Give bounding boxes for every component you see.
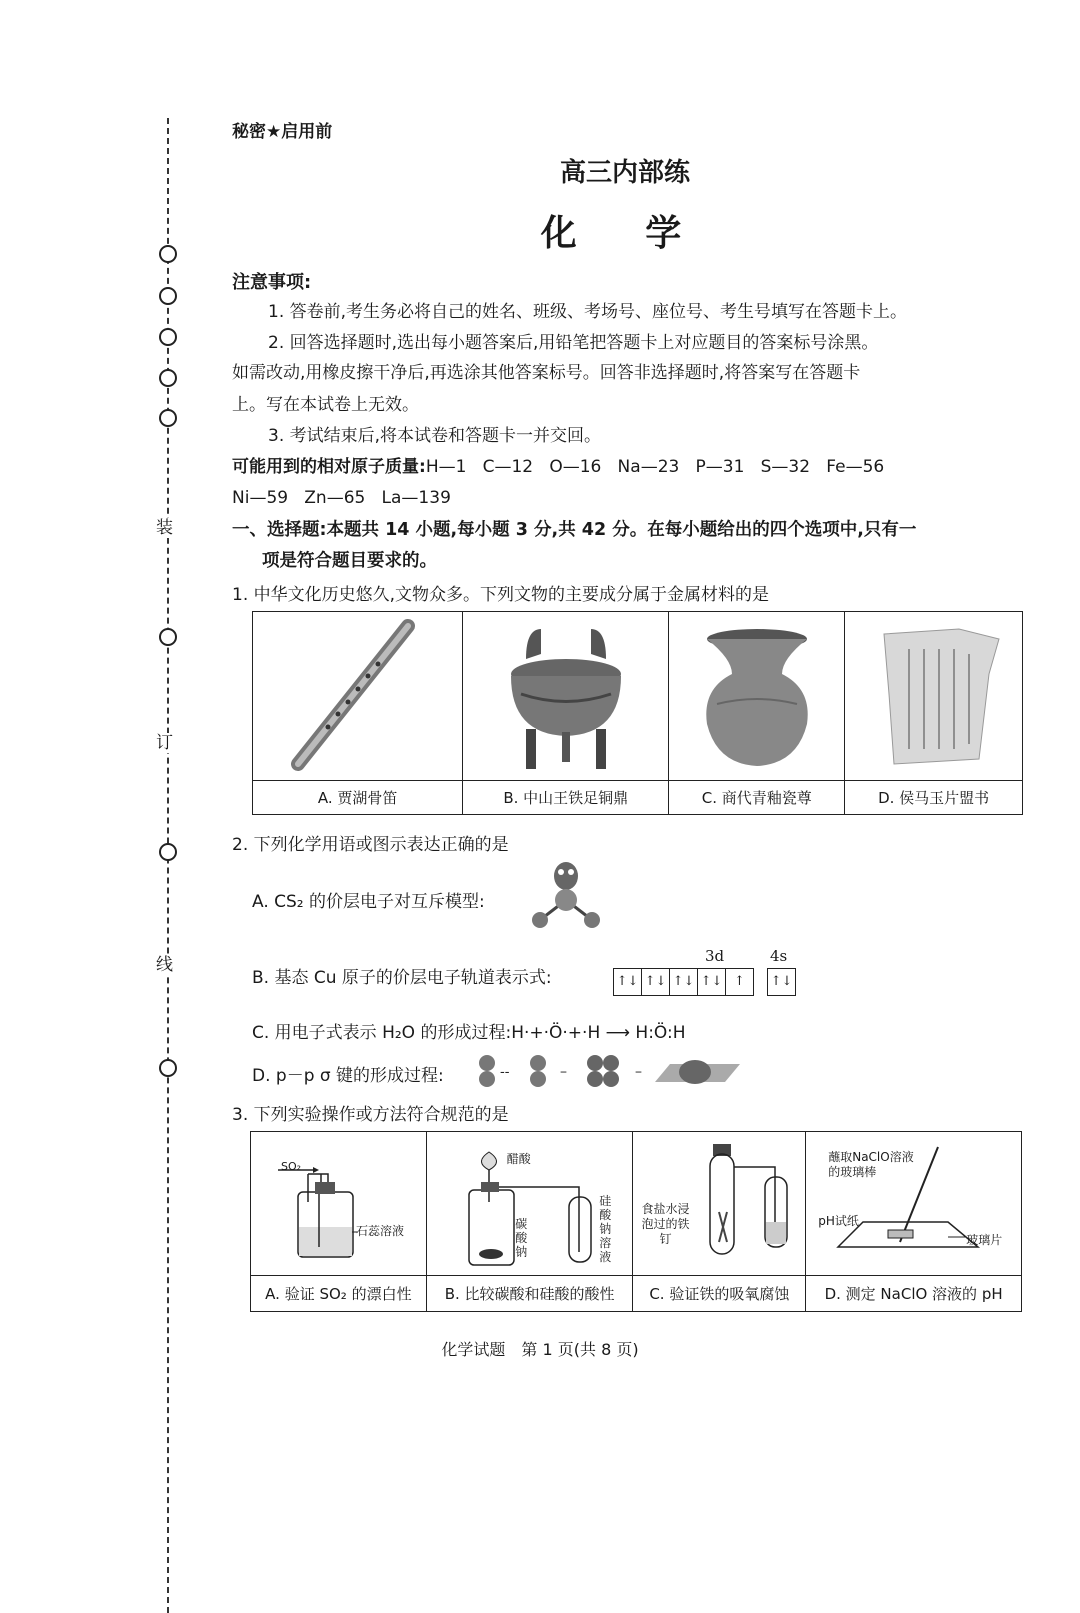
q2-option-b: B. 基态 Cu 原子的价层电子轨道表示式:: [252, 968, 552, 988]
q3-stem: 3. 下列实验操作或方法符合规范的是: [232, 1105, 509, 1125]
vsepr-model-image: [528, 860, 603, 935]
secret-mark: 秘密★启用前: [232, 122, 333, 142]
q3-image-c: [633, 1132, 806, 1276]
q3-image-a: [251, 1132, 427, 1276]
page-footer: 化学试题 第 1 页(共 8 页): [441, 1340, 639, 1359]
binding-hole: [159, 628, 177, 646]
so2-litmus-apparatus: [253, 1132, 423, 1272]
atomic-mass-values-2: Ni—59 Zn—65 La—139: [232, 488, 451, 508]
q3-table: [250, 1131, 1022, 1312]
so2-label: SO₂: [281, 1160, 302, 1173]
orbital-box: ↑↓: [698, 969, 726, 995]
binding-hole: [159, 1059, 177, 1077]
section1-heading-cont: 项是符合题目要求的。: [262, 551, 437, 571]
acetic-acid-label: 醋酸: [506, 1152, 531, 1166]
q1-option-b: B. 中山王铁足铜鼎: [463, 781, 669, 815]
q2-stem: 2. 下列化学用语或图示表达正确的是: [232, 835, 509, 855]
svg-text:–: –: [560, 1064, 567, 1080]
orbital-4s-label: 4s: [770, 947, 788, 965]
q3-image-b: [426, 1132, 633, 1276]
binding-hole: [159, 287, 177, 305]
q1-option-c: C. 商代青釉瓷尊: [669, 781, 845, 815]
orbital-box: ↑↓: [614, 969, 642, 995]
atomic-mass-values: H—1 C—12 O—16 Na—23 P—31 S—32 Fe—56: [425, 457, 885, 477]
q3-option-d: D. 测定 NaClO 溶液的 pH: [806, 1276, 1022, 1312]
notice-item-3: 3. 考试结束后,将本试卷和答题卡一并交回。: [268, 426, 602, 446]
q2-option-a: A. CS₂ 的价层电子对互斥模型:: [252, 892, 485, 912]
q3-option-b: B. 比较碳酸和硅酸的酸性: [426, 1276, 633, 1312]
glass-plate-label: 玻璃片: [966, 1233, 1003, 1247]
ph-paper-label: pH试纸: [818, 1214, 859, 1228]
glass-rod-label: 蘸取NaClO溶液的玻璃棒: [828, 1150, 914, 1179]
exam-title: 高三内部练: [559, 158, 690, 188]
binding-hole: [159, 328, 177, 346]
q1-image-a: [253, 612, 463, 781]
binding-char-ding: 订: [156, 733, 173, 753]
sodium-carbonate-label: 碳酸钠: [515, 1217, 528, 1259]
bone-flute-image: [258, 614, 458, 774]
orbital-box: ↑↓: [642, 969, 670, 995]
q1-image-d: [845, 612, 1023, 781]
q3-option-a: A. 验证 SO₂ 的漂白性: [251, 1276, 427, 1312]
binding-hole: [159, 369, 177, 387]
svg-text:–: –: [635, 1064, 642, 1080]
orbital-box: ↑: [734, 974, 745, 989]
orbital-4s-boxes: [767, 968, 796, 996]
orbital-3d-boxes: [613, 968, 754, 996]
binding-hole: [159, 409, 177, 427]
atomic-mass-line: [232, 451, 1027, 483]
orbital-3d-label: 3d: [705, 947, 725, 965]
orbital-box: ↑↓: [770, 974, 793, 989]
q3-option-c: C. 验证铁的吸氧腐蚀: [633, 1276, 806, 1312]
orbital-box: ↑↓: [670, 969, 698, 995]
q1-image-b: [463, 612, 669, 781]
q1-stem: 1. 中华文化历史悠久,文物众多。下列文物的主要成分属于金属材料的是: [232, 585, 770, 605]
binding-hole: [159, 843, 177, 861]
q1-option-a: A. 贾湖骨笛: [253, 781, 463, 815]
q1-option-d: D. 侯马玉片盟书: [845, 781, 1023, 815]
jade-tablet-image: [849, 614, 1019, 774]
atomic-mass-label: 可能用到的相对原子质量:: [232, 457, 426, 477]
subject-title: 化 学: [540, 212, 710, 254]
notice-heading: 注意事项:: [232, 272, 312, 293]
notice-item-2-end: 上。写在本试卷上无效。: [232, 395, 419, 415]
p-p-sigma-bond-image: [470, 1050, 740, 1092]
q2-option-c: C. 用电子式表示 H₂O 的形成过程:H·+·Ö·+·H ⟶ H:Ö:H: [252, 1023, 686, 1043]
binding-char-xian: 线: [156, 955, 173, 975]
binding-char-zhuang: 装: [156, 518, 173, 538]
celadon-zun-image: [672, 614, 842, 774]
q1-table: [252, 611, 1023, 815]
sodium-silicate-label: 硅酸钠溶液: [599, 1194, 612, 1264]
svg-text:--: --: [500, 1064, 510, 1080]
q2-option-d: D. p－p σ 键的形成过程:: [252, 1066, 444, 1086]
bronze-ding-image: [466, 614, 666, 774]
q1-image-c: [669, 612, 845, 781]
notice-item-1: 1. 答卷前,考生务必将自己的姓名、班级、考场号、座位号、考生号填写在答题卡上。: [268, 302, 908, 322]
section1-heading: 一、选择题:本题共 14 小题,每小题 3 分,共 42 分。在每小题给出的四个选项中,只有一: [232, 520, 917, 540]
salt-water-nail-label: 食盐水浸泡过的铁钉: [641, 1202, 690, 1246]
notice-item-2: 2. 回答选择题时,选出每小题答案后,用铅笔把答题卡上对应题目的答案标号涂黑。: [268, 333, 879, 353]
litmus-label: 石蕊溶液: [356, 1224, 405, 1238]
notice-item-2-cont: 如需改动,用橡皮擦干净后,再选涂其他答案标号。回答非选择题时,将答案写在答题卡: [232, 363, 861, 383]
q3-image-d: [806, 1132, 1022, 1276]
